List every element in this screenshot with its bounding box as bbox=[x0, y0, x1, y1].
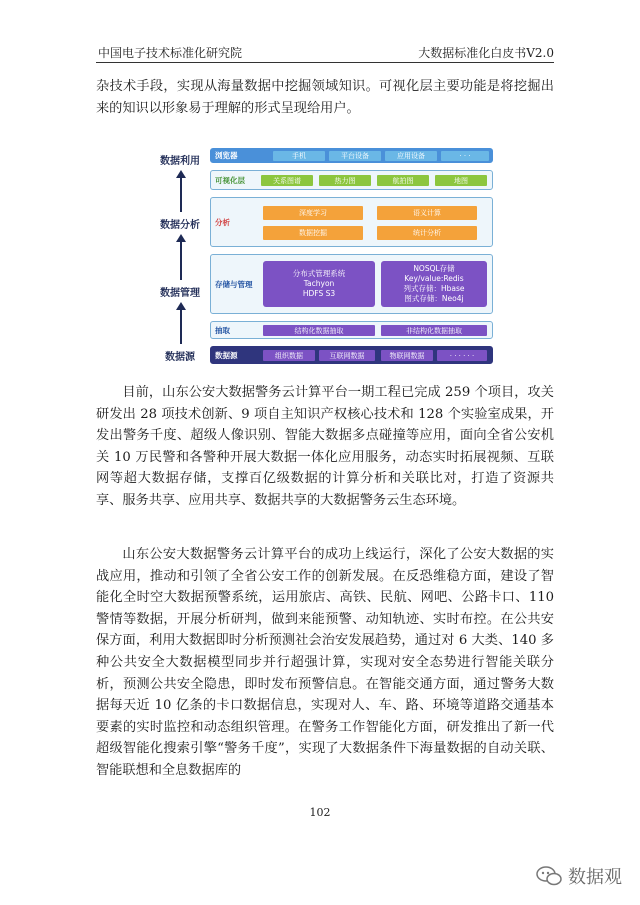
layer-browser bbox=[210, 148, 493, 163]
chip-internet-data: 互联网数据 bbox=[319, 350, 375, 361]
chat-bubble-icon bbox=[536, 865, 562, 887]
layer-analysis bbox=[210, 197, 493, 247]
chip-more: · · · bbox=[441, 151, 489, 161]
chip-more-sources: · · · · · · bbox=[437, 350, 487, 361]
watermark bbox=[536, 863, 622, 889]
paragraph-platform-achievements: 目前，山东公安大数据警务云计算平台一期工程已完成 259 个项目，攻关研发出 28 项技术创新、9 项自主知识产权核心技术和 128 个实验室成果，开发出警务千度、超级人像识别、智能大数据多点碰撞等应用，面向全省公安机关 10 万民警和各警种开展大数据一体化应用服务，动态实时拓展视频、互联网等超大数据存储，支撑百亿级数据的计算分析和关联比对，打造了资源共享、服务共享、应用共享、数据共享的大数据警务云生态环境。 bbox=[96, 385, 554, 508]
chip-data-mining: 数据挖掘 bbox=[263, 226, 363, 240]
side-label-data-analysis: 数据分析 bbox=[160, 220, 200, 231]
layer-extraction-title: 抽取 bbox=[215, 325, 230, 335]
layer-storage bbox=[210, 254, 493, 314]
layer-analysis-title: 分析 bbox=[215, 217, 230, 227]
chip-iot-data: 物联网数据 bbox=[381, 350, 433, 361]
chip-aerial-map: 航拍图 bbox=[377, 175, 429, 186]
layer-storage-title: 存储与管理 bbox=[215, 279, 253, 289]
side-label-data-source: 数据源 bbox=[165, 352, 195, 363]
header-organization: 中国电子技术标准化研究院 bbox=[98, 46, 243, 60]
chip-map: 地图 bbox=[435, 175, 487, 186]
chip-structured-extraction: 结构化数据抽取 bbox=[263, 325, 375, 336]
storage-right-line: NOSQL存储 bbox=[413, 264, 455, 273]
storage-right-line: 列式存储：Hbase bbox=[403, 284, 465, 293]
watermark-text: 数据观 bbox=[568, 867, 622, 888]
chip-unstructured-extraction: 非结构化数据抽取 bbox=[381, 325, 487, 336]
side-label-data-use: 数据利用 bbox=[160, 156, 200, 167]
layer-visualization-title: 可视化层 bbox=[215, 175, 245, 185]
header-document-title: 大数据标准化白皮书V2.0 bbox=[418, 46, 554, 60]
chip-semantic-computing: 语义计算 bbox=[377, 206, 477, 220]
paragraph-intro: 杂技术手段，实现从海量数据中挖掘领域知识。可视化层主要功能是将挖掘出来的知识以形象易于理解的形式呈现给用户。 bbox=[96, 79, 554, 116]
chip-organization-data: 组织数据 bbox=[263, 350, 315, 361]
page-number: 102 bbox=[309, 806, 331, 819]
chip-app-device: 应用设备 bbox=[385, 151, 437, 161]
big-data-architecture-diagram bbox=[154, 140, 499, 370]
chip-relation-graph: 关系图谱 bbox=[261, 175, 313, 186]
box-nosql-storage bbox=[381, 261, 487, 307]
storage-right-line: Key/value:Redis bbox=[404, 274, 464, 283]
layer-visualization bbox=[210, 170, 493, 190]
side-label-data-management: 数据管理 bbox=[160, 288, 200, 299]
storage-left-line: 分布式管理系统 bbox=[292, 269, 346, 278]
storage-left-line: HDFS S3 bbox=[302, 289, 336, 298]
header-divider bbox=[96, 62, 554, 63]
chip-platform-device: 平台设备 bbox=[329, 151, 381, 161]
storage-left-line: Tachyon bbox=[303, 279, 335, 288]
storage-right-line: 图式存储：Neo4j bbox=[404, 294, 464, 303]
paragraph-platform-applications: 山东公安大数据警务云计算平台的成功上线运行，深化了公安大数据的实战应用，推动和引领了全省公安工作的创新发展。在反恐维稳方面，建设了智能化全时空大数据预警系统，运用旅店、高铁、民航、网吧、公路卡口、110 警情等数据，开展分析研判，做到来能预警、动知轨迹、实时布控。在公共安保方面，利用大数据即时分析预测社会治安发展趋势，通过对 6 大类、140 多种公共安全大数据模型同步并行超强计算，实现对安全态势进行智能关联分析，预测公共安全隐患，即时发布预警信息。在智能交通方面，通过警务大数据每天近 10 亿条的卡口数据信息，实现对人、车、路、环境等道路交通基本要素的实时监控和动态组织管理。在警务工作智能化方面，研发推出了新一代超级智能化搜索引擎“警务千度”，实现了大数据条件下海量数据的自动关联、智能联想和全息数据库的 bbox=[96, 547, 554, 778]
layer-data-source-title: 数据源 bbox=[215, 350, 238, 360]
up-arrow-icon bbox=[176, 170, 186, 212]
chip-statistical-analysis: 统计分析 bbox=[377, 226, 477, 240]
up-arrow-icon bbox=[176, 234, 186, 280]
chip-phone: 手机 bbox=[273, 151, 325, 161]
layer-data-source bbox=[210, 346, 493, 364]
chip-deep-learning: 深度学习 bbox=[263, 206, 363, 220]
layer-browser-title: 浏览器 bbox=[215, 151, 238, 160]
layer-extraction bbox=[210, 321, 493, 339]
chip-heatmap: 热力图 bbox=[319, 175, 371, 186]
up-arrow-icon bbox=[176, 302, 186, 344]
box-distributed-management bbox=[263, 261, 375, 307]
